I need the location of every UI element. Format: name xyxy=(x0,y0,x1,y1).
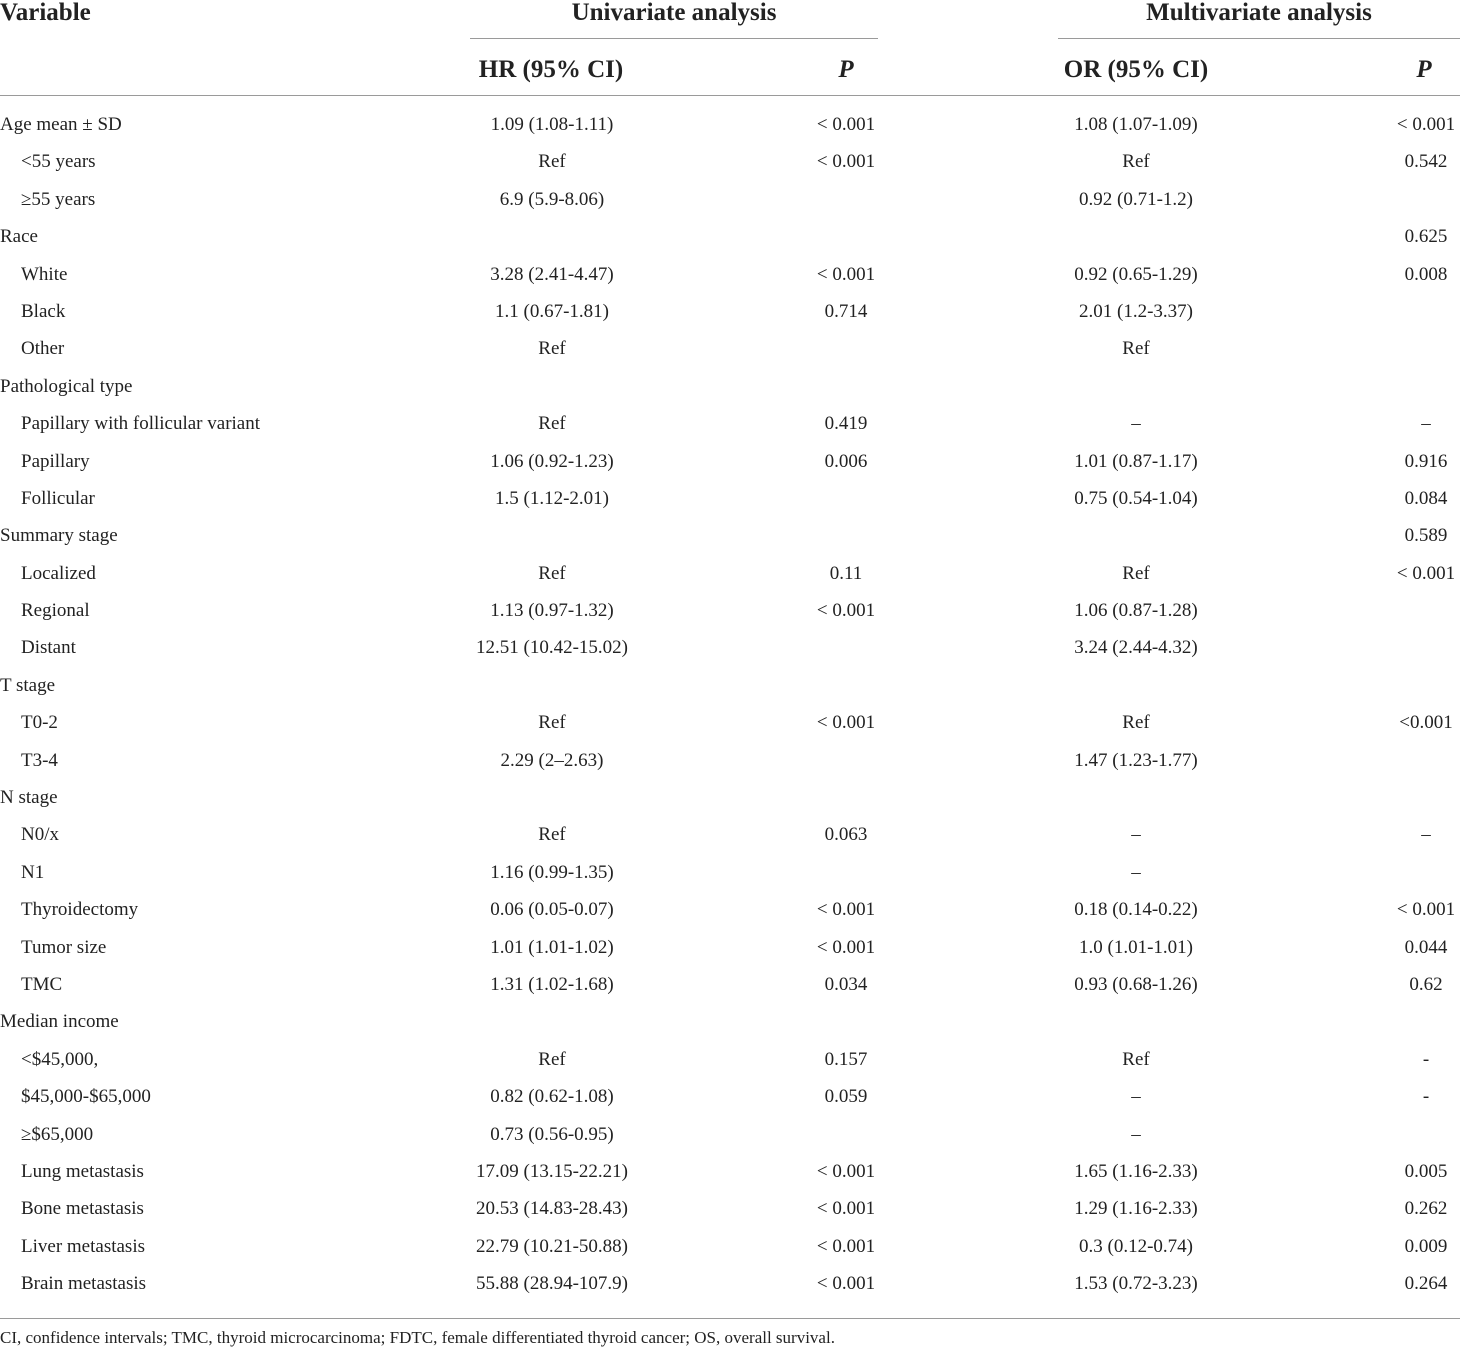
table-body xyxy=(0,106,1460,1303)
cell-or: 2.01 (1.2-3.37) xyxy=(1079,300,1193,322)
cell-variable: Age mean ± SD xyxy=(0,114,122,135)
cell-p-univariate: < 0.001 xyxy=(816,899,876,921)
cell-or: 3.24 (2.44-4.32) xyxy=(1074,637,1198,659)
cell-hr: Ref xyxy=(538,562,566,584)
cell-p-multivariate: – xyxy=(1421,413,1431,435)
cell-variable: Thyroidectomy xyxy=(21,899,139,921)
cell-or: 0.3 (0.12-0.74) xyxy=(1079,1235,1193,1257)
cell-or: 1.06 (0.87-1.28) xyxy=(1074,600,1198,622)
cell-p-multivariate: 0.008 xyxy=(1404,263,1448,285)
header-or: OR (95% CI) xyxy=(1063,56,1209,83)
cell-p-univariate: < 0.001 xyxy=(816,936,876,958)
cell-variable: $45,000-$65,000 xyxy=(21,1086,151,1108)
cell-hr: 1.31 (1.02-1.68) xyxy=(490,973,614,995)
cell-variable: T stage xyxy=(0,674,56,696)
cell-p-univariate: 0.059 xyxy=(824,1086,868,1108)
cell-variable: Tumor size xyxy=(21,936,107,958)
table-row xyxy=(0,517,1460,554)
cell-p-univariate: 0.419 xyxy=(824,413,868,435)
cell-p-univariate: < 0.001 xyxy=(816,1198,876,1220)
header-univariate: Univariate analysis xyxy=(571,0,777,26)
cell-or: Ref xyxy=(1122,338,1150,360)
table-row xyxy=(0,143,1460,180)
table-row xyxy=(0,181,1460,218)
table-row xyxy=(0,629,1460,666)
table-row xyxy=(0,256,1460,293)
cell-variable: Black xyxy=(21,300,66,322)
header-rule xyxy=(0,95,1460,96)
cell-hr: 1.13 (0.97-1.32) xyxy=(490,600,614,622)
cell-or: Ref xyxy=(1122,562,1150,584)
table-row xyxy=(0,854,1460,891)
header-p-univariate: P xyxy=(838,56,854,83)
cell-or: – xyxy=(1131,1123,1141,1145)
table-row xyxy=(0,1228,1460,1265)
cell-or: Ref xyxy=(1122,1048,1150,1070)
table-header xyxy=(0,0,1460,96)
cell-or: 0.93 (0.68-1.26) xyxy=(1074,973,1198,995)
cell-p-univariate: 0.034 xyxy=(824,973,868,995)
cell-hr: Ref xyxy=(538,151,566,173)
cell-variable: Race xyxy=(0,226,38,248)
cell-variable: <$45,000, xyxy=(21,1048,99,1070)
cell-or: 1.08 (1.07-1.09) xyxy=(1074,114,1198,135)
cell-variable: Follicular xyxy=(21,487,95,509)
cell-hr: 0.73 (0.56-0.95) xyxy=(490,1123,614,1145)
cell-p-multivariate: 0.084 xyxy=(1404,487,1448,509)
cell-variable: Liver metastasis xyxy=(21,1235,145,1257)
cell-p-multivariate: 0.044 xyxy=(1404,936,1448,958)
cell-hr: 1.06 (0.92-1.23) xyxy=(490,450,614,472)
cell-hr: Ref xyxy=(538,1048,566,1070)
cell-p-multivariate: 0.262 xyxy=(1404,1198,1448,1220)
table-row xyxy=(0,704,1460,741)
cell-p-multivariate: 0.005 xyxy=(1404,1160,1448,1182)
cell-p-univariate: 0.006 xyxy=(824,450,868,472)
cell-variable: Papillary with follicular variant xyxy=(21,413,261,435)
cell-or: 0.92 (0.65-1.29) xyxy=(1074,263,1198,285)
cell-or: – xyxy=(1131,1086,1141,1108)
cell-hr: Ref xyxy=(538,712,566,734)
cell-p-multivariate: 0.589 xyxy=(1404,525,1448,547)
cell-variable: Regional xyxy=(21,600,90,622)
table-row xyxy=(0,816,1460,853)
cell-or: 1.47 (1.23-1.77) xyxy=(1074,749,1198,771)
cell-hr: Ref xyxy=(538,338,566,360)
cell-hr: 1.5 (1.12-2.01) xyxy=(495,487,609,509)
table-row xyxy=(0,1153,1460,1190)
cell-or: 1.65 (1.16-2.33) xyxy=(1074,1160,1198,1182)
cell-or: – xyxy=(1131,861,1141,883)
cell-variable: Summary stage xyxy=(0,525,118,547)
cell-p-multivariate: < 0.001 xyxy=(1396,899,1456,921)
cell-variable: <55 years xyxy=(21,151,96,173)
cell-hr: 1.09 (1.08-1.11) xyxy=(490,114,614,135)
cell-p-multivariate: 0.264 xyxy=(1404,1273,1448,1295)
cell-hr: 0.82 (0.62-1.08) xyxy=(490,1086,614,1108)
table-row xyxy=(0,218,1460,255)
cell-p-univariate: < 0.001 xyxy=(816,1160,876,1182)
cell-hr: Ref xyxy=(538,413,566,435)
table-row xyxy=(0,1265,1460,1302)
table-row xyxy=(0,891,1460,928)
cell-variable: N0/x xyxy=(21,824,59,846)
cell-or: Ref xyxy=(1122,151,1150,173)
table-row xyxy=(0,443,1460,480)
cell-p-multivariate: 0.62 xyxy=(1409,973,1443,995)
multivariate-divider xyxy=(1058,38,1460,39)
cell-p-multivariate: < 0.001 xyxy=(1396,114,1456,135)
cell-p-univariate: < 0.001 xyxy=(816,151,876,173)
cell-or: 1.53 (0.72-3.23) xyxy=(1074,1273,1198,1295)
cell-p-multivariate: - xyxy=(1422,1048,1430,1070)
table-row xyxy=(0,480,1460,517)
cell-variable: T3-4 xyxy=(21,749,58,771)
cell-or: 0.18 (0.14-0.22) xyxy=(1074,899,1198,921)
cell-hr: 17.09 (13.15-22.21) xyxy=(476,1160,628,1182)
table-row xyxy=(0,1003,1460,1040)
cell-or: – xyxy=(1131,824,1141,846)
cell-p-multivariate: <0.001 xyxy=(1399,712,1453,734)
cell-variable: Brain metastasis xyxy=(21,1273,147,1295)
cell-p-multivariate: < 0.001 xyxy=(1396,562,1456,584)
cell-hr: 1.01 (1.01-1.02) xyxy=(490,936,614,958)
cell-variable: ≥$65,000 xyxy=(21,1123,94,1145)
table-row xyxy=(0,330,1460,367)
table-row xyxy=(0,966,1460,1003)
table-row xyxy=(0,405,1460,442)
univariate-divider xyxy=(470,38,878,39)
header-multivariate: Multivariate analysis xyxy=(1146,0,1372,26)
cell-hr: 2.29 (2–2.63) xyxy=(500,749,604,771)
header-hr: HR (95% CI) xyxy=(478,56,624,83)
table-row xyxy=(0,929,1460,966)
cell-variable: Bone metastasis xyxy=(21,1198,144,1220)
table-row xyxy=(0,592,1460,629)
cell-variable: TMC xyxy=(21,973,63,995)
cell-variable: White xyxy=(21,263,68,285)
cell-or: 0.75 (0.54-1.04) xyxy=(1074,487,1198,509)
cell-variable: Localized xyxy=(21,562,96,584)
cell-or: Ref xyxy=(1122,712,1150,734)
cell-p-multivariate: 0.009 xyxy=(1404,1235,1448,1257)
cell-variable: N stage xyxy=(0,787,58,809)
table-row xyxy=(0,779,1460,816)
cell-hr: 1.1 (0.67-1.81) xyxy=(495,300,609,322)
cell-hr: 6.9 (5.9-8.06) xyxy=(499,188,605,210)
cell-variable: Pathological type xyxy=(0,375,133,397)
table-row xyxy=(0,293,1460,330)
cell-variable: Lung metastasis xyxy=(21,1160,144,1182)
header-variable: Variable xyxy=(0,0,91,26)
cell-p-multivariate: – xyxy=(1421,824,1431,846)
cell-or: 0.92 (0.71-1.2) xyxy=(1079,188,1193,210)
cell-or: – xyxy=(1131,413,1141,435)
cell-variable: ≥55 years xyxy=(21,188,96,210)
cell-variable: T0-2 xyxy=(21,712,58,734)
cell-hr: 0.06 (0.05-0.07) xyxy=(490,899,614,921)
header-p-multivariate: P xyxy=(1416,56,1432,83)
cell-or: 1.01 (0.87-1.17) xyxy=(1074,450,1198,472)
bottom-rule xyxy=(0,1318,1460,1319)
cell-p-univariate: 0.157 xyxy=(824,1048,868,1070)
cell-variable: Papillary xyxy=(21,450,90,472)
cell-hr: Ref xyxy=(538,824,566,846)
cell-variable: Median income xyxy=(0,1011,119,1033)
cell-p-univariate: < 0.001 xyxy=(816,1273,876,1295)
cell-p-univariate: < 0.001 xyxy=(816,1235,876,1257)
cell-p-multivariate: - xyxy=(1422,1086,1430,1108)
table-row xyxy=(0,106,1460,143)
cell-variable: Other xyxy=(21,338,65,360)
cell-p-univariate: 0.11 xyxy=(829,562,863,584)
cell-p-multivariate: 0.542 xyxy=(1404,151,1448,173)
cell-variable: N1 xyxy=(21,861,45,883)
table-row xyxy=(0,742,1460,779)
table-row xyxy=(0,1190,1460,1227)
cell-hr: 22.79 (10.21-50.88) xyxy=(476,1235,628,1257)
cell-p-univariate: < 0.001 xyxy=(816,114,876,135)
cell-hr: 12.51 (10.42-15.02) xyxy=(476,637,628,659)
cell-p-univariate: < 0.001 xyxy=(816,263,876,285)
table-row xyxy=(0,555,1460,592)
cell-hr: 20.53 (14.83-28.43) xyxy=(476,1198,628,1220)
table-row xyxy=(0,368,1460,405)
cell-p-univariate: < 0.001 xyxy=(816,712,876,734)
cell-or: 1.0 (1.01-1.01) xyxy=(1079,936,1193,958)
table-footnote: CI, confidence intervals; TMC, thyroid microcarcinoma; FDTC, female differentiated thyroid cancer; OS, overall survival. xyxy=(0,1328,835,1347)
table-row xyxy=(0,667,1460,704)
cell-variable: Distant xyxy=(21,637,76,659)
cell-hr: 55.88 (28.94-107.9) xyxy=(476,1273,628,1295)
cell-p-univariate: 0.063 xyxy=(824,824,868,846)
cell-p-univariate: < 0.001 xyxy=(816,600,876,622)
cell-p-multivariate: 0.916 xyxy=(1404,450,1448,472)
cell-hr: 1.16 (0.99-1.35) xyxy=(490,861,614,883)
cell-p-multivariate: 0.625 xyxy=(1404,226,1448,248)
table-row xyxy=(0,1078,1460,1115)
cell-or: 1.29 (1.16-2.33) xyxy=(1074,1198,1198,1220)
table-row xyxy=(0,1041,1460,1078)
table-row xyxy=(0,1116,1460,1153)
cell-hr: 3.28 (2.41-4.47) xyxy=(490,263,614,285)
cell-p-univariate: 0.714 xyxy=(824,300,868,322)
